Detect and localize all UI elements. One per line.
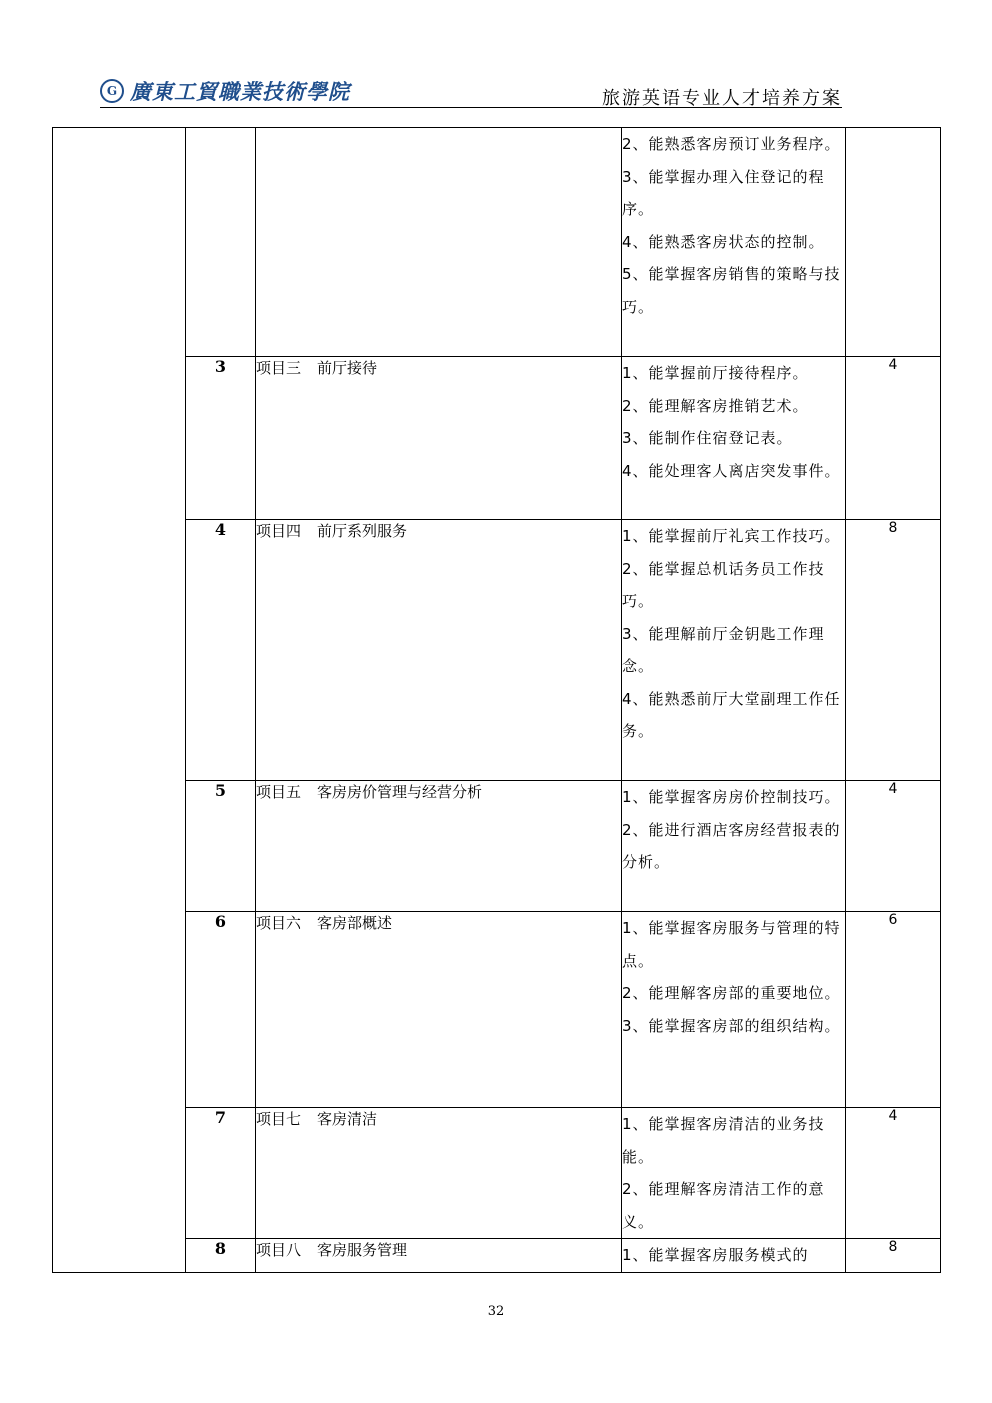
project-name: 前厅系列服务 — [317, 522, 408, 540]
goal-item: 1、能掌握前厅礼宾工作技巧。 — [622, 527, 841, 545]
goal-item: 2、能理解客房清洁工作的意义。 — [622, 1180, 825, 1231]
project-cell — [256, 1108, 622, 1239]
goals-cell — [622, 1239, 846, 1273]
row-number: 6 — [186, 912, 256, 1108]
course-table — [52, 127, 941, 1273]
goal-item: 1、能掌握客房清洁的业务技能。 — [622, 1115, 825, 1166]
project-cell — [256, 912, 622, 1108]
goal-item: 3、能掌握办理入住登记的程序。 — [622, 167, 825, 218]
project-name: 客房服务管理 — [317, 1241, 408, 1259]
goals-cell — [622, 128, 846, 357]
goal-item: 1、能掌握客房房价控制技巧。 — [622, 788, 841, 806]
project-name: 客房清洁 — [317, 1110, 378, 1128]
project-cell — [256, 781, 622, 912]
table-row — [53, 1108, 941, 1239]
goal-item: 4、能熟悉前厅大堂副理工作任务。 — [622, 689, 841, 740]
table-row — [53, 520, 941, 781]
goals-cell — [622, 357, 846, 520]
goal-item: 1、能掌握客房服务模式的 — [622, 1246, 809, 1264]
school-logo — [100, 76, 350, 106]
project-label: 项目四 — [256, 522, 302, 540]
hours-cell: 6 — [846, 912, 941, 1108]
goal-item: 4、能熟悉客房状态的控制。 — [622, 232, 825, 251]
goal-item: 5、能掌握客房销售的策略与技巧。 — [622, 265, 841, 316]
row-number: 8 — [186, 1239, 256, 1273]
project-name: 前厅接待 — [317, 359, 378, 377]
goal-item: 2、能理解客房部的重要地位。 — [622, 984, 841, 1002]
page-number: 32 — [487, 1304, 505, 1319]
goal-item: 2、能熟悉客房预订业务程序。 — [622, 135, 841, 153]
project-cell — [256, 357, 622, 520]
goal-item: 3、能制作住宿登记表。 — [622, 429, 793, 447]
hours-cell: 8 — [846, 1239, 941, 1273]
goal-item: 2、能掌握总机话务员工作技巧。 — [622, 559, 825, 610]
hours-cell — [846, 128, 941, 357]
goals-cell — [622, 781, 846, 912]
goal-item: 2、能理解客房推销艺术。 — [622, 396, 809, 415]
goal-item: 2、能进行酒店客房经营报表的分析。 — [622, 820, 841, 871]
table-row — [53, 128, 941, 357]
project-label: 项目八 — [256, 1241, 302, 1259]
row-number: 3 — [186, 357, 256, 520]
document-title: 旅游英语专业人才培养方案 — [602, 88, 842, 109]
project-cell — [256, 128, 622, 357]
project-name: 客房房价管理与经营分析 — [317, 783, 483, 801]
page-header — [100, 72, 842, 108]
goals-cell — [622, 520, 846, 781]
project-cell — [256, 1239, 622, 1273]
goal-item: 3、能掌握客房部的组织结构。 — [622, 1016, 841, 1035]
hours-cell: 8 — [846, 520, 941, 781]
hours-cell: 4 — [846, 357, 941, 520]
logo-emblem-icon: G — [100, 79, 124, 103]
goal-item: 4、能处理客人离店突发事件。 — [622, 461, 841, 480]
project-cell — [256, 520, 622, 781]
row-number: 7 — [186, 1108, 256, 1239]
merged-category-cell — [53, 128, 186, 1273]
project-label: 项目三 — [256, 359, 302, 377]
table-row — [53, 912, 941, 1108]
project-label: 项目七 — [256, 1110, 302, 1128]
project-label: 项目六 — [256, 914, 302, 932]
goals-cell — [622, 912, 846, 1108]
goal-item: 3、能理解前厅金钥匙工作理念。 — [622, 624, 825, 675]
row-number — [186, 128, 256, 357]
school-name: 廣東工貿職業技術學院 — [130, 79, 350, 104]
hours-cell: 4 — [846, 781, 941, 912]
table-row — [53, 357, 941, 520]
goals-cell — [622, 1108, 846, 1239]
row-number: 5 — [186, 781, 256, 912]
goal-item: 1、能掌握前厅接待程序。 — [622, 364, 809, 382]
hours-cell: 4 — [846, 1108, 941, 1239]
project-name: 客房部概述 — [317, 914, 393, 932]
table-row — [53, 1239, 941, 1273]
table-row — [53, 781, 941, 912]
row-number: 4 — [186, 520, 256, 781]
header-divider — [100, 107, 842, 108]
project-label: 项目五 — [256, 783, 302, 801]
goal-item: 1、能掌握客房服务与管理的特点。 — [622, 919, 841, 970]
